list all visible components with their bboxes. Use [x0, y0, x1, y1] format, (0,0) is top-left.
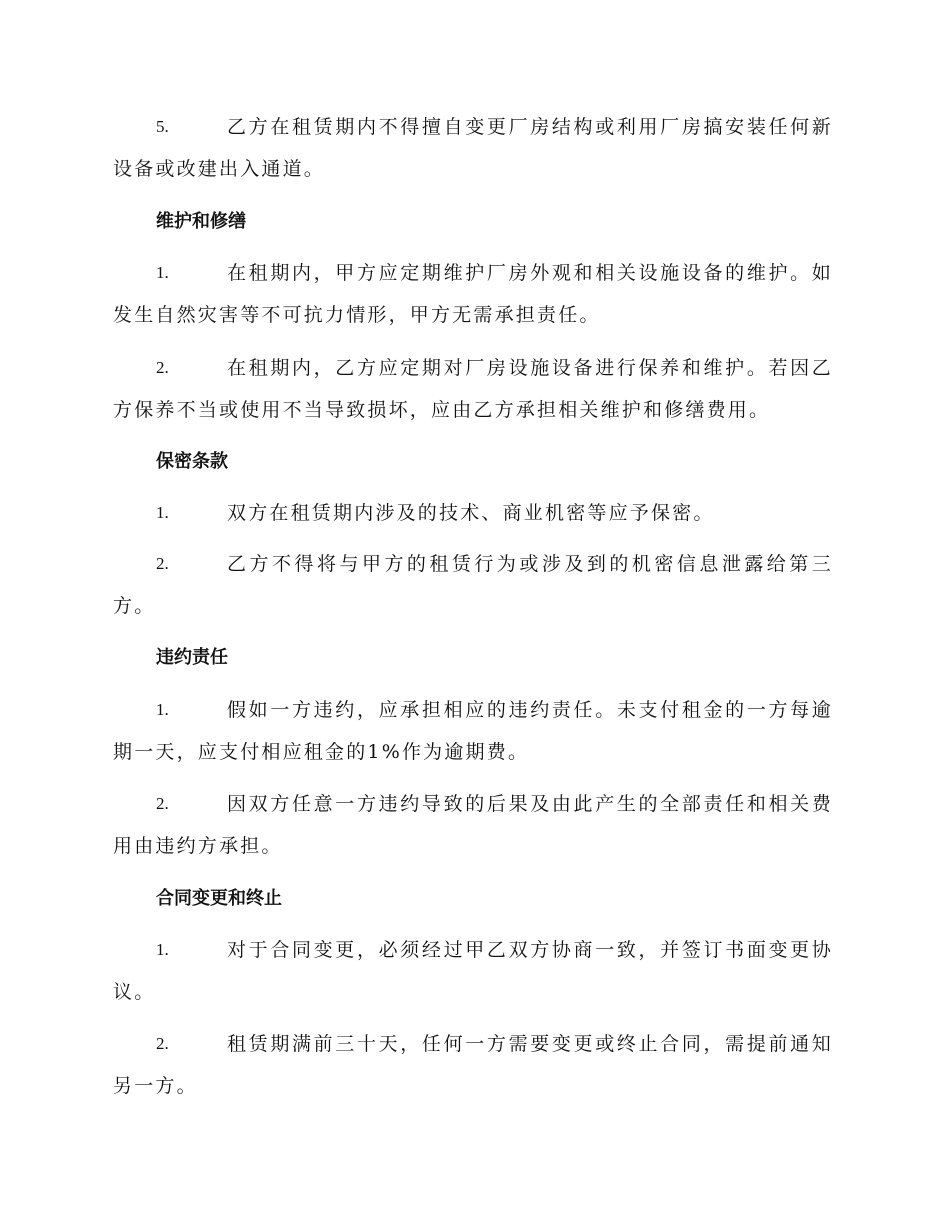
clause-item [113, 929, 833, 1013]
clause-text: 因双方任意一方违约导致的后果及由此产生的全部责任和相关费用由违约方承担。 [113, 793, 833, 857]
clause-text: 在租期内，乙方应定期对厂房设施设备进行保养和维护。若因乙方保养不当或使用不当导致损坏，应由乙方承担相关维护和修缮费用。 [113, 357, 833, 421]
clause-item [113, 492, 833, 534]
clause-number: 1. [156, 700, 169, 719]
clause-item [113, 543, 833, 627]
clause-number: 5. [156, 117, 169, 136]
clause-text: 对于合同变更，必须经过甲乙双方协商一致，并签订书面变更协议。 [113, 939, 833, 1003]
clause-text: 双方在租赁期内涉及的技术、商业机密等应予保密。 [227, 502, 715, 524]
clause-text: 假如一方违约，应承担相应的违约责任。未支付租金的一方每逾期一天，应支付相应租金的1%作为逾期费。 [113, 699, 833, 763]
clause-number: 2. [156, 1034, 169, 1053]
clause-number: 1. [156, 263, 169, 282]
clause-item [113, 252, 833, 336]
clause-text: 乙方在租赁期内不得擅自变更厂房结构或利用厂房搞安装任何新设备或改建出入通道。 [113, 116, 833, 180]
clause-number: 1. [156, 503, 169, 522]
clause-item [113, 689, 833, 773]
section-heading: 保密条款 [156, 451, 228, 472]
clause-item [113, 106, 833, 190]
clause-text: 在租期内，甲方应定期维护厂房外观和相关设施设备的维护。如发生自然灾害等不可抗力情形，甲方无需承担责任。 [113, 262, 833, 326]
clause-item [113, 783, 833, 867]
clause-text: 租赁期满前三十天，任何一方需要变更或终止合同，需提前通知另一方。 [113, 1033, 833, 1097]
section-heading: 合同变更和终止 [156, 888, 282, 909]
clause-item [113, 1023, 833, 1107]
clause-number: 2. [156, 794, 169, 813]
section-heading: 违约责任 [156, 647, 228, 668]
clause-number: 2. [156, 358, 169, 377]
clause-text: 乙方不得将与甲方的租赁行为或涉及到的机密信息泄露给第三方。 [113, 553, 833, 617]
section-heading: 维护和修缮 [156, 211, 246, 232]
clause-item [113, 347, 833, 431]
clause-number: 2. [156, 554, 169, 573]
clause-number: 1. [156, 940, 169, 959]
